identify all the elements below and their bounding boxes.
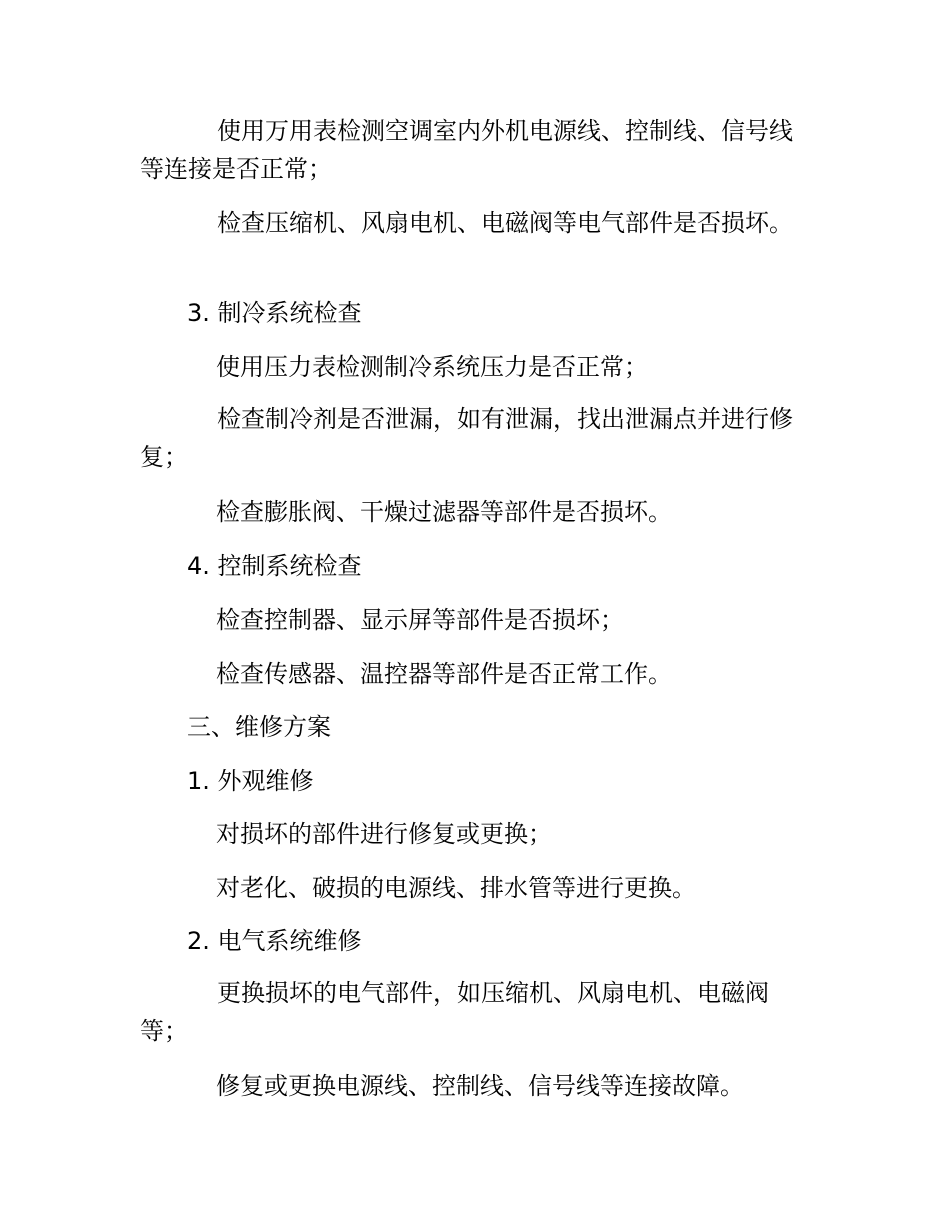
paragraph-refrigerant-leak-check: 检查制冷剂是否泄漏，如有泄漏，找出泄漏点并进行修复； [140,405,793,471]
paragraph-replace-electrical-parts: 更换损坏的电气部件，如压缩机、风扇电机、电磁阀等； [140,979,769,1045]
paragraph-expansion-valve-check: 检查膨胀阀、干燥过滤器等部件是否损坏。 [216,498,672,526]
paragraph-repair-connection-faults: 修复或更换电源线、控制线、信号线等连接故障。 [216,1072,744,1100]
heading-repair-plan: 三、维修方案 [187,713,331,741]
paragraph-electrical-parts-check: 检查压缩机、风扇电机、电磁阀等电气部件是否损坏。 [217,209,793,237]
heading-refrigeration-system-check: 3. 制冷系统检查 [187,299,362,327]
paragraph-sensor-thermostat-check: 检查传感器、温控器等部件是否正常工作。 [216,660,672,688]
heading-control-system-check: 4. 控制系统检查 [187,552,362,580]
paragraph-repair-or-replace-parts: 对损坏的部件进行修复或更换； [216,820,552,848]
heading-electrical-system-repair: 2. 电气系统维修 [187,927,362,955]
paragraph-pressure-check: 使用压力表检测制冷系统压力是否正常； [216,353,648,381]
paragraph-electrical-wiring-check: 使用万用表检测空调室内外机电源线、控制线、信号线等连接是否正常； [140,117,793,183]
heading-appearance-repair: 1. 外观维修 [187,767,314,795]
paragraph-controller-display-check: 检查控制器、显示屏等部件是否损坏； [216,606,624,634]
paragraph-replace-aged-cables: 对老化、破损的电源线、排水管等进行更换。 [216,874,696,902]
